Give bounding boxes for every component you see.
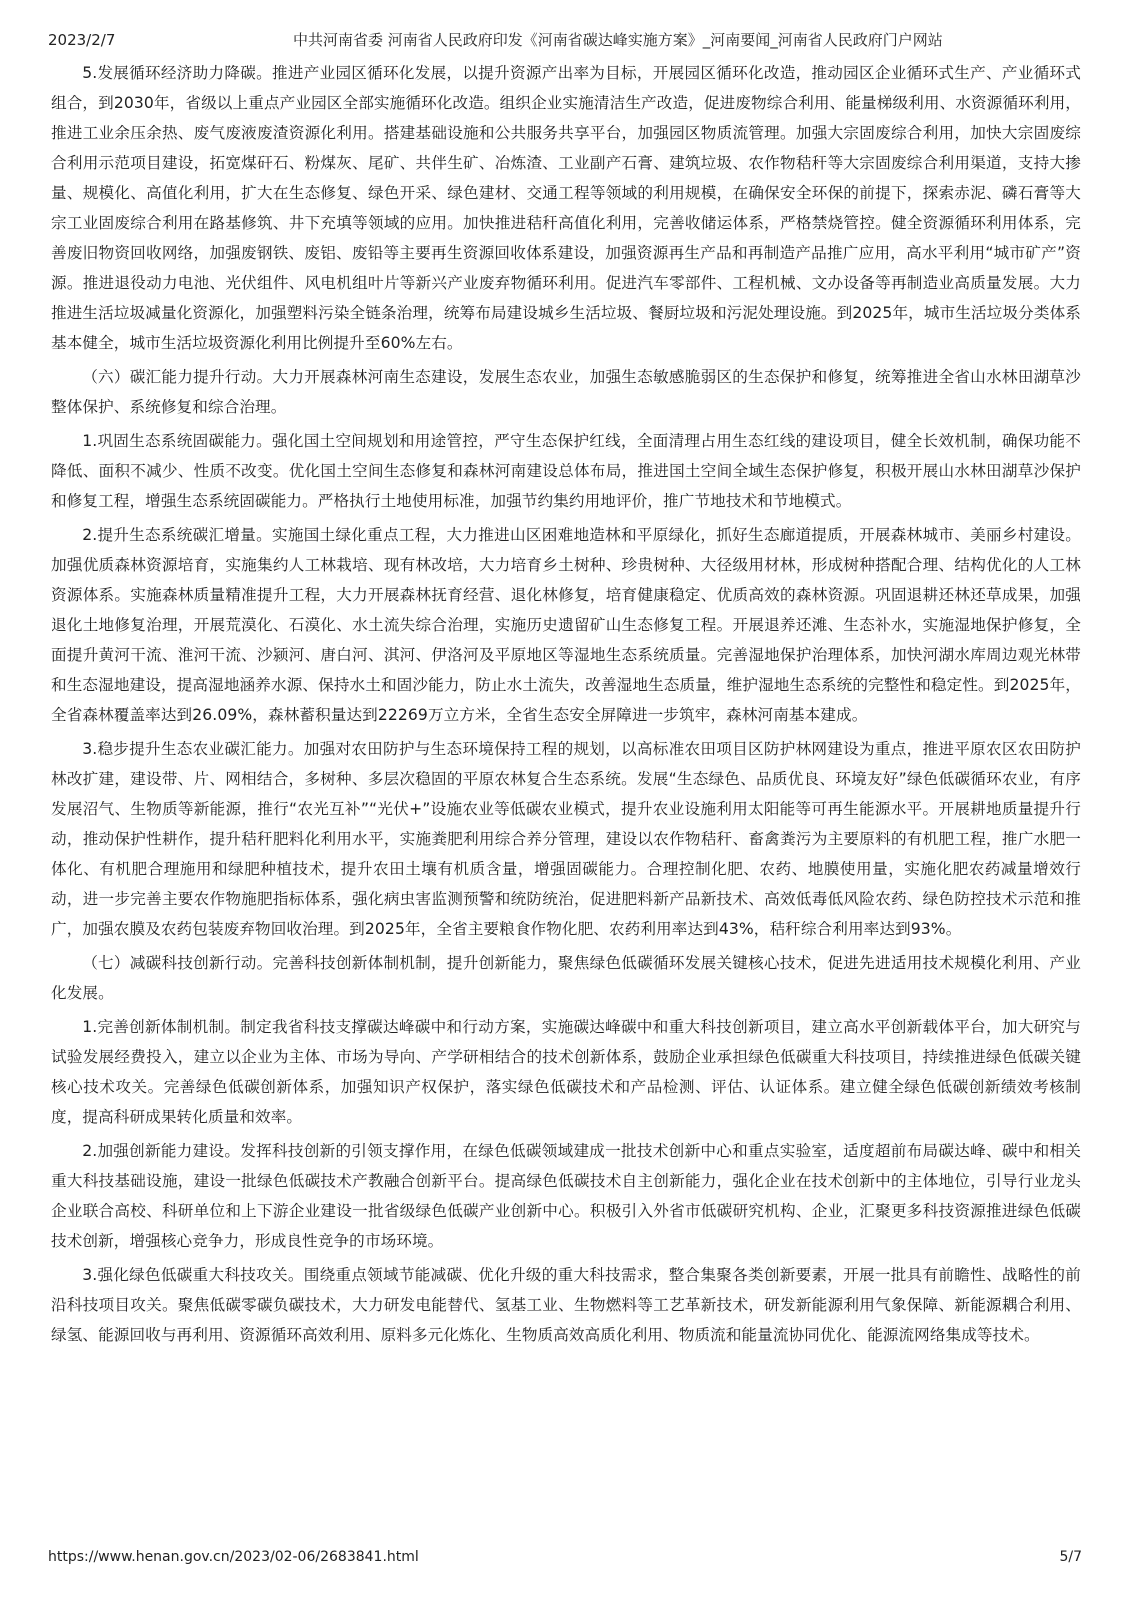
print-footer [48,1547,1082,1567]
page-title: 中共河南省委 河南省人民政府印发《河南省碳达峰实施方案》_河南要闻_河南省人民政府门户网站 [293,31,943,49]
print-header [48,30,1082,50]
paragraph-ecological-agriculture: 3.稳步提升生态农业碳汇能力。加强对农田防护与生态环境保持工程的规划，以高标准农田项目区防护林网建设为重点，推进平原农区农田防护林改扩建，建设带、片、网相结合，多树种、多层次稳固的平原农林复合生态系统。发展“生态绿色、品质优良、环境友好”绿色低碳循环农业，有序发展沼气、生物质等新能源，推行“农光互补”“光伏+”设施农业等低碳农业模式，提升农业设施利用太阳能等可再生能源水平。开展耕地质量提升行动，推动保护性耕作，提升秸秆肥料化利用水平，实施粪肥利用综合养分管理，建设以农作物秸秆、畜禽粪污为主要原料的有机肥工程，推广水肥一体化、有机肥合理施用和绿肥种植技术，提升农田土壤有机质含量，增强固碳能力。合理控制化肥、农药、地膜使用量，实施化肥农药减量增效行动，进一步完善主要农作物施肥指标体系，强化病虫害监测预警和统防统治，促进肥料新产品新技术、高效低毒低风险农药、绿色防控技术示范和推广，加强农膜及农药包装废弃物回收治理。到2025年，全省主要粮食作物化肥、农药利用率达到43%，秸秆综合利用率达到93%。 [51,740,1081,938]
paragraph-ecosystem-carbon-sink: 2.提升生态系统碳汇增量。实施国土绿化重点工程，大力推进山区困难地造林和平原绿化，抓好生态廊道提质，开展森林城市、美丽乡村建设。加强优质森林资源培育，实施集约人工林栽培、现有林改培，大力培育乡土树种、珍贵树种、大径级用材林，形成树种搭配合理、结构优化的人工林资源体系。实施森林质量精准提升工程，大力开展森林抚育经营、退化林修复，培育健康稳定、优质高效的森林资源。巩固退耕还林还草成果，加强退化土地修复治理，开展荒漠化、石漠化、水土流失综合治理，实施历史遗留矿山生态修复工程。开展退养还滩、生态补水，实施湿地保护修复，全面提升黄河干流、淮河干流、沙颍河、唐白河、淇河、伊洛河及平原地区等湿地生态系统质量。完善湿地保护治理体系，加快河湖水库周边观光林带和生态湿地建设，提高湿地涵养水源、保持水土和固沙能力，防止水土流失，改善湿地生态质量，维护湿地生态系统的完整性和稳定性。到2025年，全省森林覆盖率达到26.09%，森林蓄积量达到22269万立方米，全省生态安全屏障进一步筑牢，森林河南基本建成。 [51,526,1081,724]
page-number: 5/7 [1059,1549,1082,1565]
paragraph-section-seven-heading: （七）减碳科技创新行动。完善科技创新体制机制，提升创新能力，聚焦绿色低碳循环发展关键核心技术，促进先进适用技术规模化利用、产业化发展。 [51,954,1081,1002]
page-url: https://www.henan.gov.cn/2023/02-06/2683841.html [48,1549,419,1565]
print-date: 2023/2/7 [48,31,116,49]
article-body [51,58,1081,1354]
paragraph-innovation-capacity: 2.加强创新能力建设。发挥科技创新的引领支撑作用，在绿色低碳领域建成一批技术创新中心和重点实验室，适度超前布局碳达峰、碳中和相关重大科技基础设施，建设一批绿色低碳技术产教融合创新平台。提高绿色低碳技术自主创新能力，强化企业在技术创新中的主体地位，引导行业龙头企业联合高校、科研单位和上下游企业建设一批省级绿色低碳产业创新中心。积极引入外省市低碳研究机构、企业，汇聚更多科技资源推进绿色低碳技术创新，增强核心竞争力，形成良性竞争的市场环境。 [51,1142,1081,1250]
paragraph-ecosystem-carbon-fixation: 1.巩固生态系统固碳能力。强化国土空间规划和用途管控，严守生态保护红线，全面清理占用生态红线的建设项目，健全长效机制，确保功能不降低、面积不减少、性质不改变。优化国土空间生态修复和森林河南建设总体布局，推进国土空间全域生态保护修复，积极开展山水林田湖草沙保护和修复工程，增强生态系统固碳能力。严格执行土地使用标准，加强节约集约用地评价，推广节地技术和节地模式。 [51,432,1081,510]
paragraph-key-technology: 3.强化绿色低碳重大科技攻关。围绕重点领域节能减碳、优化升级的重大科技需求，整合集聚各类创新要素，开展一批具有前瞻性、战略性的前沿科技项目攻关。聚焦低碳零碳负碳技术，大力研发电能替代、氢基工业、生物燃料等工艺革新技术，研发新能源利用气象保障、新能源耦合利用、绿氢、能源回收与再利用、资源循环高效利用、原料多元化炼化、生物质高效高质化利用、物质流和能量流协同优化、能源流网络集成等技术。 [51,1266,1081,1344]
paragraph-circular-economy: 5.发展循环经济助力降碳。推进产业园区循环化发展，以提升资源产出率为目标，开展园区循环化改造，推动园区企业循环式生产、产业循环式组合，到2030年，省级以上重点产业园区全部实施循环化改造。组织企业实施清洁生产改造，促进废物综合利用、能量梯级利用、水资源循环利用，推进工业余压余热、废气废液废渣资源化利用。搭建基础设施和公共服务共享平台，加强园区物质流管理。加强大宗固废综合利用，加快大宗固废综合利用示范项目建设，拓宽煤矸石、粉煤灰、尾矿、共伴生矿、冶炼渣、工业副产石膏、建筑垃圾、农作物秸秆等大宗固废综合利用渠道，支持大掺量、规模化、高值化利用，扩大在生态修复、绿色开采、绿色建材、交通工程等领域的利用规模，在确保安全环保的前提下，探索赤泥、磷石膏等大宗工业固废综合利用在路基修筑、井下充填等领域的应用。加快推进秸秆高值化利用，完善收储运体系，严格禁烧管控。健全资源循环利用体系，完善废旧物资回收网络，加强废钢铁、废铝、废铅等主要再生资源回收体系建设，加强资源再生产品和再制造产品推广应用，高水平利用“城市矿产”资源。推进退役动力电池、光伏组件、风电机组叶片等新兴产业废弃物循环利用。促进汽车零部件、工程机械、文办设备等再制造业高质量发展。大力推进生活垃圾减量化资源化，加强塑料污染全链条治理，统筹布局建设城乡生活垃圾、餐厨垃圾和污泥处理设施。到2025年，城市生活垃圾分类体系基本健全，城市生活垃圾资源化利用比例提升至60%左右。 [51,64,1081,352]
paragraph-innovation-mechanism: 1.完善创新体制机制。制定我省科技支撑碳达峰碳中和行动方案，实施碳达峰碳中和重大科技创新项目，建立高水平创新载体平台，加大研究与试验发展经费投入，建立以企业为主体、市场为导向、产学研相结合的技术创新体系，鼓励企业承担绿色低碳重大科技项目，持续推进绿色低碳关键核心技术攻关。完善绿色低碳创新体系，加强知识产权保护，落实绿色低碳技术和产品检测、评估、认证体系。建立健全绿色低碳创新绩效考核制度，提高科研成果转化质量和效率。 [51,1018,1081,1126]
paragraph-section-six-heading: （六）碳汇能力提升行动。大力开展森林河南生态建设，发展生态农业，加强生态敏感脆弱区的生态保护和修复，统筹推进全省山水林田湖草沙整体保护、系统修复和综合治理。 [51,368,1081,416]
